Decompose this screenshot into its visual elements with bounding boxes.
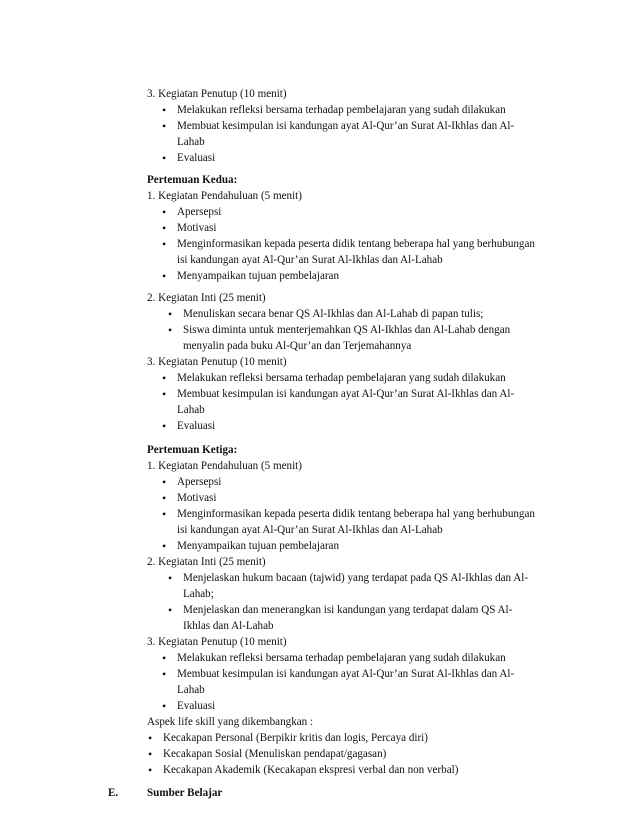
section-letter: E. (108, 787, 119, 799)
list-item-continuation: Lahab (177, 684, 205, 696)
list-item: • Motivasi (177, 220, 216, 236)
list-item-continuation: menyalin pada buku Al-Qur’an dan Terjemahannya (183, 340, 412, 352)
list-item-continuation: isi kandungan ayat Al-Qur’an Surat Al-Ikhlas dan Al-Lahab (177, 254, 443, 266)
list-item: • Siswa diminta untuk menterjemahkan QS Al-Ikhlas dan Al-Lahab dengan (183, 322, 510, 338)
list-item: • Kecakapan Sosial (Menuliskan pendapat/gagasan) (163, 746, 386, 762)
aspek-heading: Aspek life skill yang dikembangkan : (147, 716, 314, 728)
list-item: • Membuat kesimpulan isi kandungan ayat Al-Qur’an Surat Al-Ikhlas dan Al- (177, 118, 514, 134)
list-item: • Evaluasi (177, 418, 215, 434)
section-heading-sumber-belajar: Sumber Belajar (147, 787, 223, 799)
list-item: • Melakukan refleksi bersama terhadap pembelajaran yang sudah dilakukan (177, 102, 506, 118)
list-item-continuation: Lahab (177, 404, 205, 416)
list-item: • Membuat kesimpulan isi kandungan ayat Al-Qur’an Surat Al-Ikhlas dan Al- (177, 386, 514, 402)
penutup-heading: 3. Kegiatan Penutup (10 menit) (147, 356, 287, 368)
list-item: • Menjelaskan hukum bacaan (tajwid) yang terdapat pada QS Al-Ikhlas dan Al- (183, 570, 528, 586)
list-item: • Apersepsi (177, 204, 221, 220)
list-item: • Menginformasikan kepada peserta didik tentang beberapa hal yang berhubungan (177, 506, 535, 522)
inti-heading: 2. Kegiatan Inti (25 menit) (147, 556, 266, 568)
section-heading-pertemuan-kedua: Pertemuan Kedua: (147, 174, 238, 186)
section-heading-pertemuan-ketiga: Pertemuan Ketiga: (147, 444, 238, 456)
pendahuluan-heading: 1. Kegiatan Pendahuluan (5 menit) (147, 190, 302, 202)
list-item: • Motivasi (177, 490, 216, 506)
penutup-heading: 3. Kegiatan Penutup (10 menit) (147, 88, 287, 100)
list-item: • Membuat kesimpulan isi kandungan ayat Al-Qur’an Surat Al-Ikhlas dan Al- (177, 666, 514, 682)
inti-heading: 2. Kegiatan Inti (25 menit) (147, 292, 266, 304)
list-item: • Melakukan refleksi bersama terhadap pembelajaran yang sudah dilakukan (177, 370, 506, 386)
list-item: • Evaluasi (177, 698, 215, 714)
list-item-continuation: Lahab (177, 136, 205, 148)
list-item: • Apersepsi (177, 474, 221, 490)
list-item: • Melakukan refleksi bersama terhadap pembelajaran yang sudah dilakukan (177, 650, 506, 666)
list-item-continuation: isi kandungan ayat Al-Qur’an Surat Al-Ikhlas dan Al-Lahab (177, 524, 443, 536)
penutup-heading: 3. Kegiatan Penutup (10 menit) (147, 636, 287, 648)
list-item: • Kecakapan Personal (Berpikir kritis dan logis, Percaya diri) (163, 730, 428, 746)
list-item: • Menyampaikan tujuan pembelajaran (177, 538, 339, 554)
list-item: • Menjelaskan dan menerangkan isi kandungan yang terdapat dalam QS Al- (183, 602, 512, 618)
list-item: • Menginformasikan kepada peserta didik tentang beberapa hal yang berhubungan (177, 236, 535, 252)
list-item: • Evaluasi (177, 150, 215, 166)
list-item: • Kecakapan Akademik (Kecakapan ekspresi verbal dan non verbal) (163, 762, 458, 778)
list-item: • Menyampaikan tujuan pembelajaran (177, 268, 339, 284)
pendahuluan-heading: 1. Kegiatan Pendahuluan (5 menit) (147, 460, 302, 472)
list-item-continuation: Ikhlas dan Al-Lahab (183, 620, 274, 632)
list-item: • Menuliskan secara benar QS Al-Ikhlas dan Al-Lahab di papan tulis; (183, 306, 483, 322)
list-item-continuation: Lahab; (183, 588, 214, 600)
